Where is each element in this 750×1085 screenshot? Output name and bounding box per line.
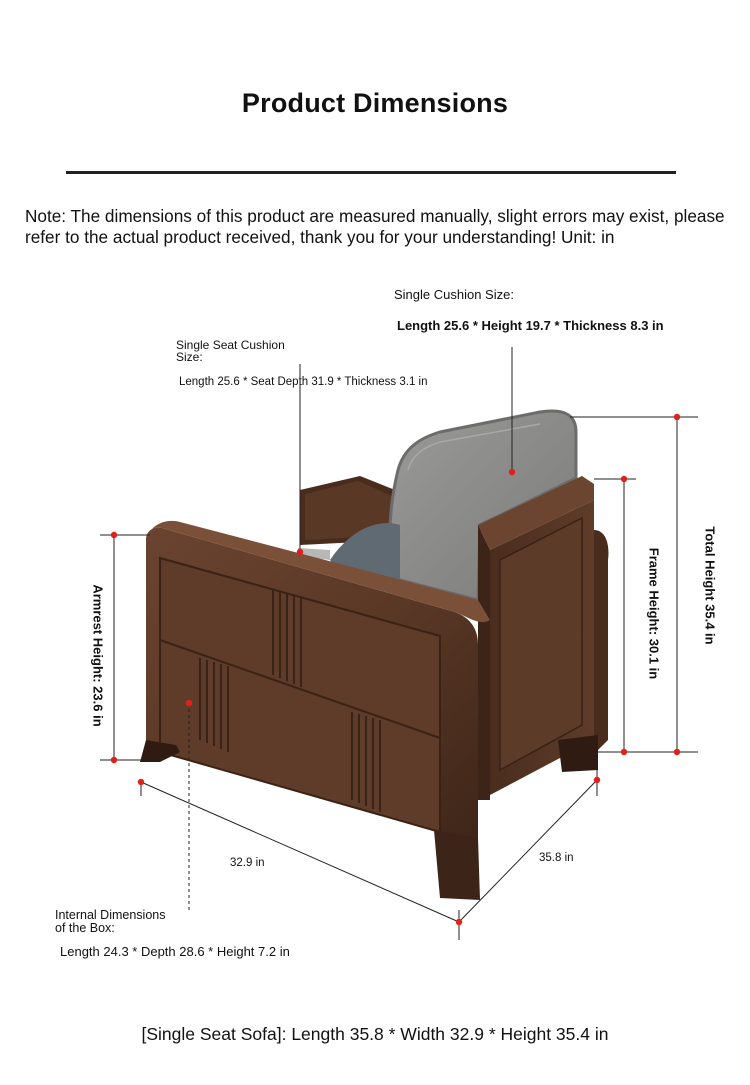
- armrest-height-label: Armrest Height: 23.6 in: [90, 584, 106, 727]
- measurement-note: Note: The dimensions of this product are measured manually, slight errors may exist, please refer to the actual product received, thank you for your understanding! Unit: in: [25, 206, 725, 247]
- cushion-size-dims: Length 25.6 * Height 19.7 * Thickness 8.3 in: [397, 318, 664, 333]
- box-heading-line2: of the Box:: [55, 921, 115, 935]
- page-title: Product Dimensions: [241, 88, 509, 118]
- seat-cushion-heading-line2: Size:: [176, 350, 203, 364]
- box-heading-line1: Internal Dimensions: [55, 908, 166, 922]
- front-width-label: 32.9 in: [230, 857, 265, 869]
- sofa-overall-dimensions: [Single Seat Sofa]: Length 35.8 * Width 32.9 * Height 35.4 in: [141, 1024, 609, 1044]
- frame-height-label: Frame Height: 30.1 in: [646, 547, 662, 680]
- total-height-label: Total Height 35.4 in: [702, 526, 718, 645]
- right-armrest: [478, 476, 608, 800]
- cushion-size-heading: Single Cushion Size:: [394, 287, 514, 302]
- seat-cushion-heading-line1: Single Seat Cushion: [176, 338, 285, 352]
- seat-cushion-dims: Length 25.6 * Seat Depth 31.9 * Thickness 3.1 in: [179, 376, 428, 388]
- side-length-label: 35.8 in: [539, 852, 574, 864]
- box-dims: Length 24.3 * Depth 28.6 * Height 7.2 in: [60, 944, 290, 959]
